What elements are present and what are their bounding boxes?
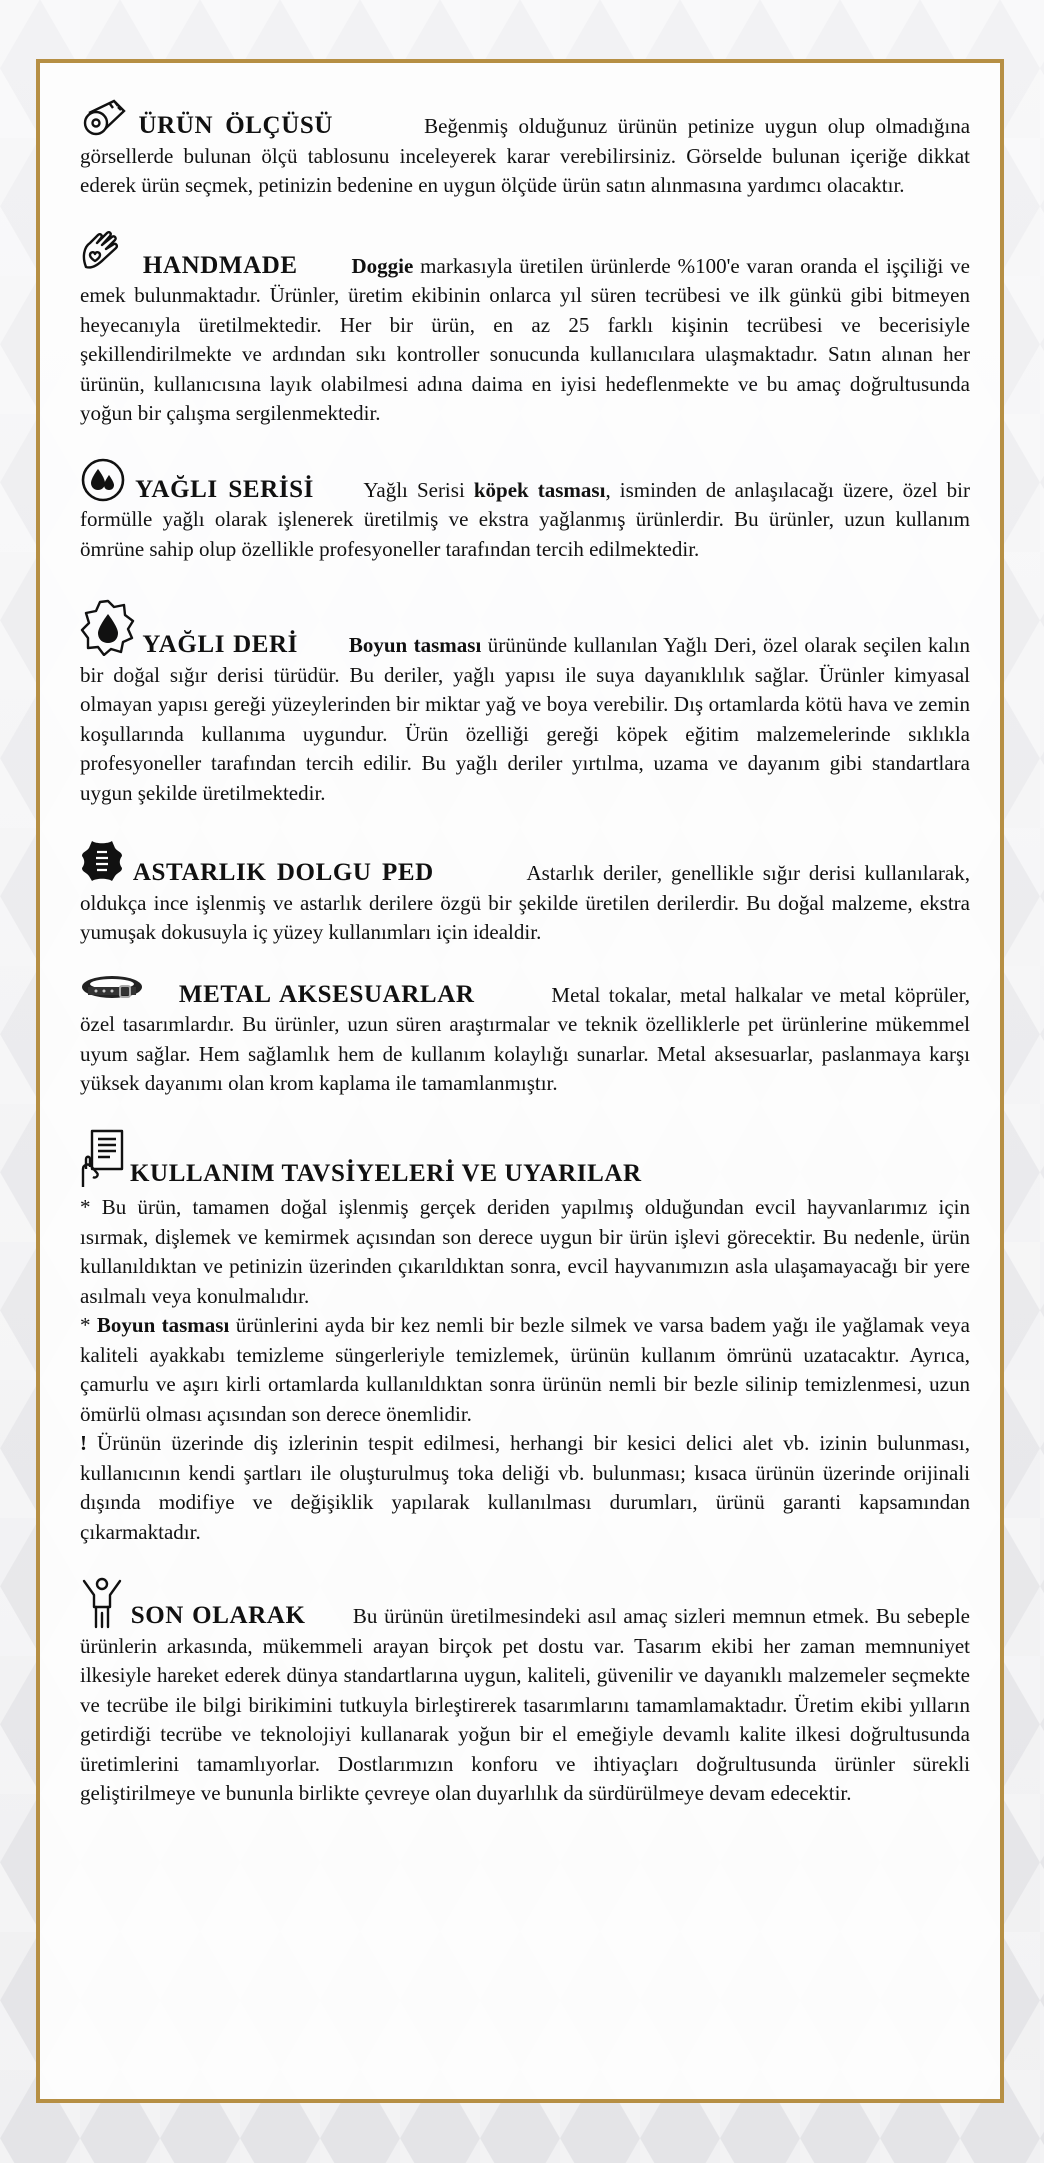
section-yagli-serisi: [80, 457, 970, 565]
collar-icon: [80, 972, 144, 1002]
section-bold: Boyun tasması: [96, 1313, 230, 1337]
section-heading: KULLANIM TAVSİYELERİ VE UYARILAR: [130, 1159, 642, 1187]
section-handmade: [80, 229, 970, 429]
section-astarlik: [80, 838, 970, 948]
section-urun-olcusu: [80, 99, 970, 201]
section-body: Astarlık deriler, genellikle sığır derisi kullanılarak, oldukça ince işlenmiş ve astarlık derilere özgü bir şekilde üretilen derilerdir. Bu doğal malzeme, ekstra yumuşak dokusuyla iç yüzey kullanımları için idealdir.: [80, 861, 970, 944]
bullet-prefix: *: [80, 1313, 97, 1337]
section-kullanim: [80, 1129, 970, 1548]
section-body: Beğenmiş olduğunuz ürünün petinize uygun olup olmadığına görsellerde bulunan ölçü tablosunu inceleyerek karar verebilirsiniz. Görselde bulunan içeriğe dikkat ederek ürün seçmek, petinizin bedenine en uygun ölçüde ürün satın alınmasına yardımcı olacaktır.: [80, 114, 971, 197]
brand-name: Doggie: [351, 253, 414, 278]
leather-hide-icon: [80, 838, 124, 884]
section-text: [80, 99, 970, 201]
section-text: [80, 1577, 970, 1809]
oil-drops-icon: [80, 457, 126, 503]
section-body-b: , isminden de anlaşılacağı üzere, özel bir formülle yağlı olarak işlenerek üretilmiş ve ekstra yağlanmış ürünlerdir. Bu ürünler, uzun kullanım ömrüne sahip olup özellikle profesyoneller tarafından tercih edilmektedir.: [80, 477, 970, 561]
section-body: Metal tokalar, metal halkalar ve metal köprüler, özel tasarımlardır. Bu ürünler, uzun süren araştırmalar ve teknik özelliklerle pet ürünlerine mükemmel uyum sağlar. Hem sağlamlık hem de kullanım kolaylığı sunarlar. Metal aksesuarlar, paslanmaya karşı yüksek dayanımı olan krom kaplama ile tamamlanmıştır.: [80, 982, 970, 1095]
hand-heart-icon: [80, 229, 136, 277]
section-bold: Boyun tasması: [348, 633, 482, 657]
section-body: Bu ürünün üretilmesindeki asıl amaç sizleri memnun etmek. Bu sebeple ürünlerin arkasında, mükemmeli arayan birçok pet dostu var. Tasarım ekibi her zaman memnuniyet ilkesiyle hareket ederek dünya standartlarına uygun, kaliteli, güvenilir ve dayanıklı malzemeler seçmekte ve tecrübe ile bilgi birikimini tutkuyla birleştirerek tasarımlarını tamamlamaktadır. Üretim ekibi yılların getirdiği tecrübe ve teknolojiyi kullanarak yoğun bir el emeğiyle devamlı kalite ilkesi doğrultusunda üretimlerini tamamlıyorlar. Dostlarımızın konforu ve ihtiyaçları doğrultusunda ürünler sürekli geliştirilmeye ve bununla birlikte çevreye olan duyarlılık da sürdürülmeye devam edecektir.: [80, 1604, 970, 1805]
person-celebrate-icon: [80, 1577, 124, 1629]
paragraph-body: ürünlerini ayda bir kez nemli bir bezle silmek ve varsa badem yağı ile yağlamak veya kaliteli ayakkabı temizleme süngerleriyle temizlemek, ürünün kullanım ömrünü uzatacaktır. Ayrıca, çamurlu ve aşırı kirli ortamlarda kullanıldıktan sonra ürünün nemli bir bezle silinip temizlenmesi, uzun ömürlü olması açısından son derece önemlidir.: [80, 1313, 971, 1426]
section-yagli-deri: [80, 598, 970, 808]
warning-paragraph-2: [80, 1311, 970, 1429]
section-text: [80, 972, 970, 1099]
section-body: markasıyla üretilen ürünlerde %100'e varan oranda el işçiliği ve emek bulunmaktadır. Ürünler, üretim ekibinin onlarca yıl süren tecrübesi ve ilk günkü gibi bitmeyen heyecanıyla üretilmektedir. Her bir ürün, en az 25 farklı kişinin tecrübesi ve becerisiyle şekillendirilmekte ve ardından sıkı kontroller sonucunda kullanıcılara ulaşmaktadır. Satın alınan her ürünün, kullanıcısına layık olabilmesi adına daima en iyisi hedeflenmekte ve bu amaç doğrultusunda yoğun bir çalışma sergilenmektedir.: [80, 253, 971, 425]
section-heading: METAL AKSESUARLAR: [178, 980, 475, 1008]
section-heading: ASTARLIK DOLGU PED: [132, 859, 434, 886]
section-bold: köpek tasması: [473, 477, 606, 502]
document-hand-icon: [80, 1129, 126, 1189]
section-text: [80, 598, 970, 808]
section-body-a: Yağlı Serisi: [363, 477, 474, 502]
exclamation-mark: !: [80, 1431, 87, 1455]
section-heading-row: [80, 1129, 970, 1192]
leather-drop-icon: [80, 598, 136, 656]
section-heading: YAĞLI SERİSİ: [135, 475, 314, 503]
content-panel: [36, 59, 1004, 2103]
warning-paragraph-1: * Bu ürün, tamamen doğal işlenmiş gerçek deriden yapılmış olduğundan evcil hayvanlarımız için ısırmak, dişlemek ve kemirmek açısından son derece uygun bir ürün işlevi görecektir. Bu nedenle, ürün kullanıldıktan ve petinizin üzerinden çıkarıldıktan sonra, evcil hayvanımızın asla ulaşamayacağı bir yere asılmalı veya konulmalıdır.: [80, 1195, 970, 1308]
section-metal: [80, 972, 970, 1099]
section-text: [80, 838, 970, 948]
section-heading: SON OLARAK: [130, 1602, 306, 1629]
section-heading: HANDMADE: [142, 251, 298, 279]
section-text: [80, 229, 970, 429]
section-heading: ÜRÜN ÖLÇÜSÜ: [138, 112, 334, 139]
warning-paragraph-3: [80, 1429, 970, 1547]
section-son-olarak: [80, 1577, 970, 1809]
measuring-tape-icon: [80, 99, 128, 139]
section-heading: YAĞLI DERİ: [142, 631, 299, 658]
section-body: ürününde kullanılan Yağlı Deri, özel olarak seçilen kalın bir doğal sığır derisi türüdür. Bu deriler, yağlı yapısı ile suya dayanıklılık sağlar. Ürünler kimyasal olmayan yapısı gereği yüzeylerinden bir miktar yağ ve boya verebilir. Dış ortamlarda kötü hava ve zemin koşullarında kullanıma uygundur. Ürün özelliği gereği köpek eğitim malzemelerinde sıklıkla profesyoneller tarafından tercih edilir. Bu yağlı deriler yırtılma, uzama ve dayanım gibi standartlara uygun şekilde üretilmektedir.: [80, 633, 971, 805]
content-area: [80, 91, 970, 1809]
section-text: [80, 457, 970, 565]
paragraph-body: Ürünün üzerinde diş izlerinin tespit edilmesi, herhangi bir kesici delici alet vb. izinin bulunması, kullanıcının kendi şartları ile oluşturulmuş toka deliği vb. bulunması; kısaca ürünün üzerinde orijinali dışında modifiye ve değişiklik yapılarak kullanılması durumları, ürünü garanti kapsamından çıkarmaktadır.: [80, 1431, 970, 1544]
